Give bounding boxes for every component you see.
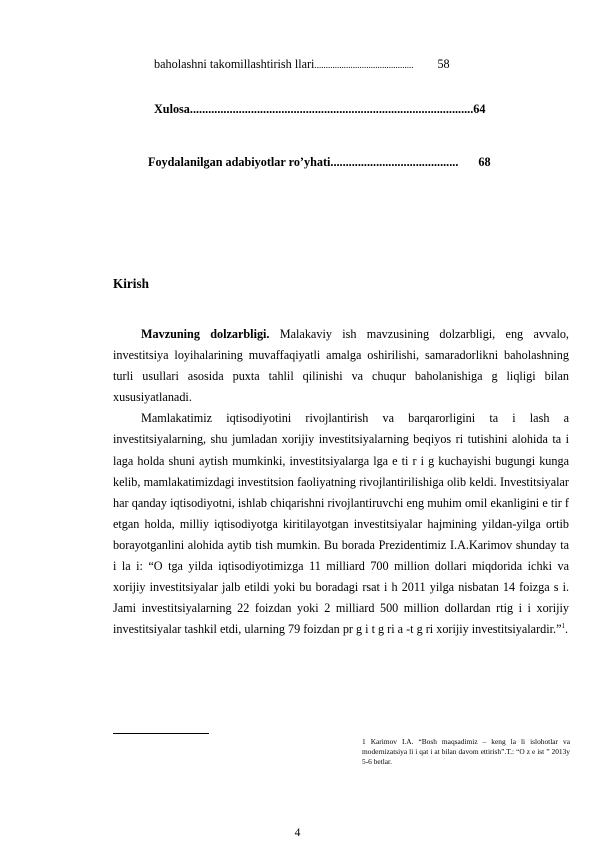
paragraph-lead: Mavzuning dolzarbligi. bbox=[141, 327, 270, 341]
toc-entry-baholash bbox=[154, 57, 450, 72]
footnote: 1 Karimov I.A. “Bosh maqsadimiz – keng la li islohotlar va modernizatsiya li i qat i at bilan davom ettirish”.T.: “O z e ist ” 2013y 5-6 betlar. bbox=[362, 737, 570, 766]
toc-entry-adabiyotlar bbox=[148, 155, 491, 170]
toc-entry-page: 64 bbox=[473, 102, 486, 116]
footnote-divider bbox=[113, 733, 209, 734]
paragraph-text: Mamlakatimiz iqtisodiyotini rivojlantirish va barqarorligini ta i lash a investitsiyalarning, shu jumladan xorijiy investitsiyalarning beqiyos ri tutishini alohida ta i laga holda shuni aytish mumkinki, investitsiyalarga lga e ti r i g kuchayishi bugungi kunga kelib, mamlakatimizdagi investitsion faoliyatning rivojlantirilishiga olib keldi. Investitsiyalar har qanday iqtisodiyotni, ishlab chiqarishni rivojlantiruvchi eng muhim omil ekanligini e tir f etgan holda, milliy iqtisodiyotga kiritilayotgan investitsiyalar hajmining yildan-yilga ortib borayotganlini alohida aytib tish mumkin. Bu borada Prezidentimiz I.A.Karimov shunday ta i la i: “O tga yilda iqtisodiyotimizga 11 milliard 700 million dollari miqdorida ichki va xorijiy investitsiyalar jalb etildi yoki bu boradagi rsat i h 2011 yilga nisbatan 14 foizga s i. Jami investitsiyalarning 22 foizdan yoki 2 milliard 500 million dollardan rtig i i xorijiy investitsiyalar tashkil etdi, ularning 79 foizdan pr g i t g ri a -t g ri xorijiy investitsiyalardir.” bbox=[113, 411, 569, 637]
paragraph bbox=[113, 324, 569, 408]
body-text bbox=[113, 324, 569, 640]
toc-entry-page: 68 bbox=[478, 155, 491, 169]
page-number: 4 bbox=[294, 827, 301, 839]
toc-entry-title: Foydalanilgan adabiyotlar ro’yhati bbox=[148, 155, 331, 169]
toc-entry-dots: .......................................... bbox=[330, 155, 459, 169]
toc-entry-dots: ............................................ bbox=[314, 60, 414, 70]
toc-entry-page: 58 bbox=[437, 57, 450, 71]
paragraph-text: Malakaviy ish mavzusining dolzarbligi, eng avvalo, investitsiya loyihalarining muvaffaqiyatli amalga oshirilishi, samaradorlikni baholashning turli usullari asosida puxta tahlil qilinishi va chuqur baholanishiga g liqligi bilan xususiyatlanadi. bbox=[113, 327, 569, 405]
section-heading: Kirish bbox=[113, 276, 149, 291]
toc-entry-title: baholashni takomillashtirish llari bbox=[154, 57, 315, 71]
toc-entry-title: Xulosa bbox=[154, 102, 190, 116]
paragraph bbox=[113, 408, 569, 640]
footnote-marker: 1 bbox=[561, 622, 565, 631]
paragraph-end: . bbox=[564, 622, 569, 637]
toc-entry-xulosa bbox=[154, 102, 485, 117]
toc-entry-dots: ............................................................................................. bbox=[189, 102, 474, 116]
